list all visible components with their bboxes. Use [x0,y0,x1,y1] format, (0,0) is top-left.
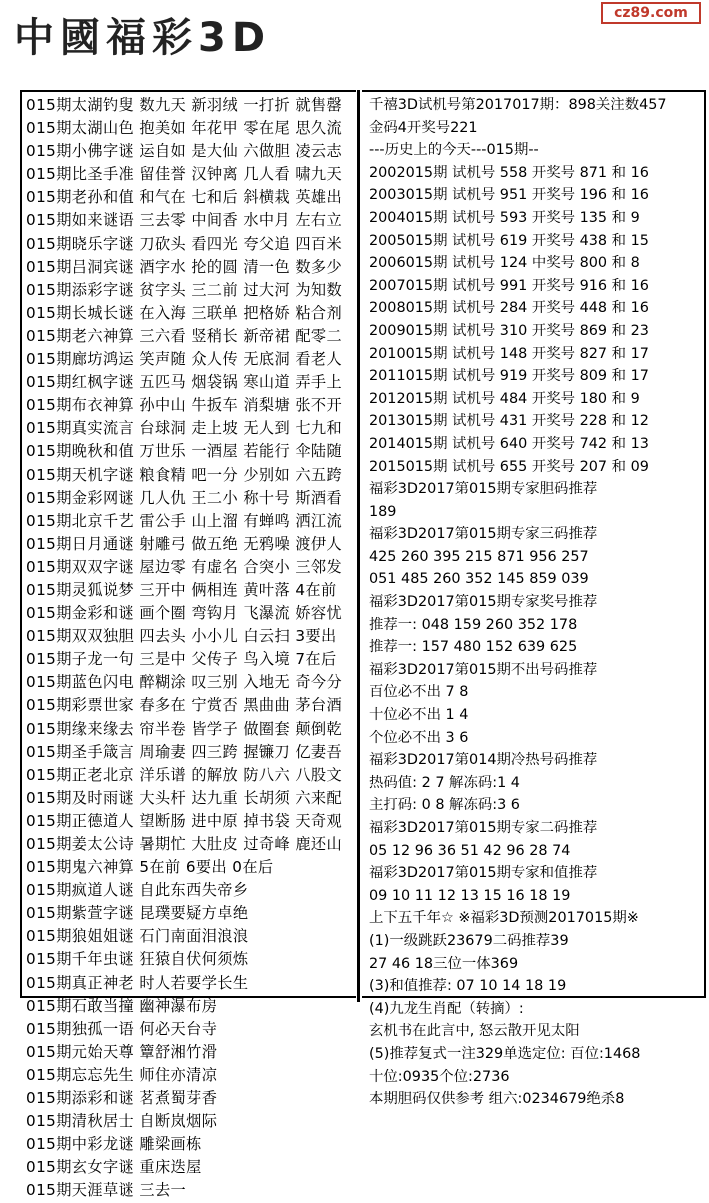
riddle-line: 015期元始天尊 簟舒湘竹滑 [26,1042,218,1061]
prediction-line: 福彩3D2017第015期专家三码推荐 [369,526,598,543]
riddle-line: 015期千年虫谜 狂猿自伏何须炼 [26,950,249,969]
prediction-line: 2006015期 试机号 124 中奖号 800 和 8 [369,255,640,272]
riddle-line: 015期老六神算 三六看 竖稍长 新帝裙 配零二 [26,326,343,345]
riddle-line: 015期蓝色闪电 醉糊涂 叹三别 入地无 奇今分 [26,673,343,692]
riddle-line: 015期天涯草谜 三去一 [26,1181,187,1200]
prediction-line: 热码值: 2 7 解冻码:1 4 [369,774,520,791]
riddle-line: 015期比圣手准 留佳誉 汉钟离 几人看 啸九天 [26,165,343,184]
riddle-line: 015期正老北京 洋乐谱 的解放 防八六 八股文 [26,765,343,784]
prediction-line: 2003015期 试机号 951 开奖号 196 和 16 [369,187,649,204]
riddle-line: 015期子龙一句 三是中 父传子 鸟入境 7在后 [26,650,337,669]
riddle-line: 015期北京千艺 雷公手 山上溜 有蝉鸣 洒江流 [26,511,343,530]
prediction-line: (3)和值推荐: 07 10 14 18 19 [369,978,567,995]
prediction-line: 个位必不出 3 6 [369,729,469,746]
riddle-line: 015期晚秋和值 万世乐 一酒屋 若能行 伞陆随 [26,442,343,461]
prediction-line: 福彩3D2017第015期专家胆码推荐 [369,481,598,498]
prediction-list [369,94,706,1111]
prediction-line: 主打码: 0 8 解冻码:3 6 [369,797,520,814]
riddle-line: 015期添彩字谜 贫字头 三二前 过大河 为知数 [26,280,343,299]
riddle-line: 015期真正神老 时人若要学长生 [26,973,249,992]
riddle-line: 015期圣手箴言 周瑜妻 四三跨 握镰刀 亿妻吾 [26,742,343,761]
site-watermark: cz89.com [601,2,701,24]
prediction-line: 千禧3D试机号第2017017期：898关注数457 [369,97,667,113]
prediction-line: 2012015期 试机号 484 开奖号 180 和 9 [369,390,640,407]
prediction-line: 2005015期 试机号 619 开奖号 438 和 15 [369,232,649,249]
prediction-line: 2014015期 试机号 640 开奖号 742 和 13 [369,435,649,452]
riddle-line: 015期姜太公诗 暑期忙 大肚皮 过奇峰 鹿还山 [26,835,343,853]
riddle-line: 015期添彩和谜 茗煮蜀芽香 [26,1089,218,1108]
riddle-line: 015期吕洞宾谜 酒字水 抡的圆 清一色 数多少 [26,257,343,276]
prediction-line: 425 260 395 215 871 956 257 [369,548,589,565]
prediction-line: 百位必不出 7 8 [369,684,469,701]
riddle-line: 015期狼姐姐谜 石门南面泪浪浪 [26,927,249,946]
prediction-line: 福彩3D2017第015期专家奖号推荐 [369,594,598,611]
prediction-line: 玄机书在此言中, 怒云散开见太阳 [369,1023,580,1040]
page-header [0,0,709,62]
prediction-line: 福彩3D2017第015期专家和值推荐 [369,865,598,882]
riddle-line: 015期独孤一语 何必天台寺 [26,1019,218,1038]
prediction-line: (4)九龙生肖配（转摘）: [369,1000,524,1017]
riddle-line: 015期缘来缘去 帘半卷 皆学子 做圈套 颠倒乾 [26,719,343,738]
riddle-line: 015期太湖钓叟 数九天 新羽绒 一打折 就售罄 [26,96,343,114]
brand-title: 中國福彩3D [14,15,272,61]
prediction-line: 福彩3D2017第015期专家二码推荐 [369,820,598,836]
riddle-line: 015期长城长谜 在入海 三联单 把格娇 粘合剂 [26,303,343,322]
riddle-line: 015期晓乐字谜 刀砍头 看四光 夸父追 四百米 [26,234,343,253]
riddle-line: 015期老孙和值 和气在 七和后 斜横栽 英雄出 [26,188,343,207]
prediction-line: 福彩3D2017第014期冷热号码推荐 [369,752,598,769]
riddle-line: 015期玄女字谜 重床迭屋 [26,1158,202,1177]
riddle-line: 015期布衣神算 孙中山 牛扳车 消梨塘 张不开 [26,396,343,415]
riddle-line: 015期真实流言 台球洞 走上坡 无人到 七九和 [26,419,343,438]
prediction-line: 2013015期 试机号 431 开奖号 228 和 12 [369,413,649,430]
riddle-line: 015期如来谜语 三去零 中间香 水中月 左右立 [26,211,343,230]
riddle-line: 015期廊坊鸿运 笑声随 众人传 无底洞 看老人 [26,350,343,369]
prediction-line: 福彩3D2017第015期不出号码推荐 [369,661,598,678]
prediction-column [362,90,706,1108]
riddle-line: 015期及时雨谜 大头杆 达九重 长胡须 六来配 [26,788,343,807]
prediction-line: 2015015期 试机号 655 开奖号 207 和 09 [369,458,649,475]
riddle-column [20,90,356,1200]
riddle-line: 015期小佛字谜 运自如 是大仙 六做胆 凌云志 [26,142,343,161]
prediction-line: 本期胆码仅供参考 组六:0234679绝杀8 [369,1091,625,1108]
riddle-line: 015期双双字谜 屋边零 有虚名 合突小 三邻发 [26,557,343,576]
prediction-line: 2010015期 试机号 148 开奖号 827 和 17 [369,345,649,362]
riddle-line: 015期双双独胆 四去头 小小儿 白云扫 3要出 [26,627,337,646]
prediction-line: 2009015期 试机号 310 开奖号 869 和 23 [369,322,649,339]
riddle-line: 015期天机字谜 粮食精 吧一分 少别如 六五跨 [26,465,343,484]
prediction-line: 051 485 260 352 145 859 039 [369,571,589,588]
riddle-line: 015期金彩网谜 几人仇 王二小 称十号 斯酒看 [26,488,343,507]
riddle-line: 015期疯道人谜 自此东西失帝乡 [26,881,249,900]
prediction-line: 推荐一: 048 159 260 352 178 [369,616,578,633]
prediction-line: 推荐一: 157 480 152 639 625 [369,639,578,656]
prediction-line: 09 10 11 12 13 15 16 18 19 [369,887,571,904]
riddle-line: 015期忘忘先生 师住亦清凉 [26,1065,218,1084]
prediction-line: ---历史上的今天---015期-- [369,142,539,159]
prediction-line: (1)一级跳跃23679二码推荐39 [369,932,569,949]
prediction-line: 十位:0935个位:2736 [369,1068,510,1085]
prediction-line: 2004015期 试机号 593 开奖号 135 和 9 [369,209,640,226]
prediction-line: 27 46 18三位一体369 [369,955,519,972]
prediction-line: (5)推荐复式一注329单选定位: 百位:1468 [369,1045,641,1062]
riddle-line: 015期日月通谜 射雕弓 做五绝 无鸦噪 渡伊人 [26,534,343,553]
prediction-line: 金码4开奖号221 [369,119,478,136]
prediction-line: 2008015期 试机号 284 开奖号 448 和 16 [369,300,649,317]
riddle-list [26,94,358,1203]
prediction-line: 2007015期 试机号 991 开奖号 916 和 16 [369,277,649,294]
riddle-line: 015期正德道人 望断肠 进中原 掉书袋 天奇观 [26,811,343,830]
prediction-line: 05 12 96 36 51 42 96 28 74 [369,842,571,859]
prediction-line: 189 [369,503,397,520]
prediction-line: 2011015期 试机号 919 开奖号 809 和 17 [369,368,649,385]
riddle-line: 015期石敢当撞 幽神瀑布房 [26,996,218,1015]
prediction-line: 上下五千年☆ ※福彩3D预测2017015期※ [369,910,639,927]
riddle-line: 015期金彩和谜 画个圈 弯钩月 飞瀑流 娇容忧 [26,604,343,623]
riddle-line: 015期彩票世家 春多在 宁赏否 黑曲曲 茅台酒 [26,696,343,715]
riddle-line: 015期灵狐说梦 三开中 俩相连 黄叶落 4在前 [26,580,337,599]
riddle-line: 015期清秋居士 自断岚烟际 [26,1112,218,1131]
riddle-line: 015期红枫字谜 五匹马 烟袋锅 寒山道 弄手上 [26,373,343,392]
column-divider [357,90,360,1002]
riddle-line: 015期鬼六神算 5在前 6要出 0在后 [26,858,274,877]
prediction-line: 十位必不出 1 4 [369,707,469,724]
riddle-line: 015期太湖山色 抱美如 年花甲 零在尾 思久流 [26,119,343,138]
riddle-line: 015期中彩龙谜 雕梁画栋 [26,1135,202,1154]
riddle-line: 015期紫萱字谜 昆璞要疑方卓绝 [26,904,249,923]
prediction-line: 2002015期 试机号 558 开奖号 871 和 16 [369,164,649,181]
